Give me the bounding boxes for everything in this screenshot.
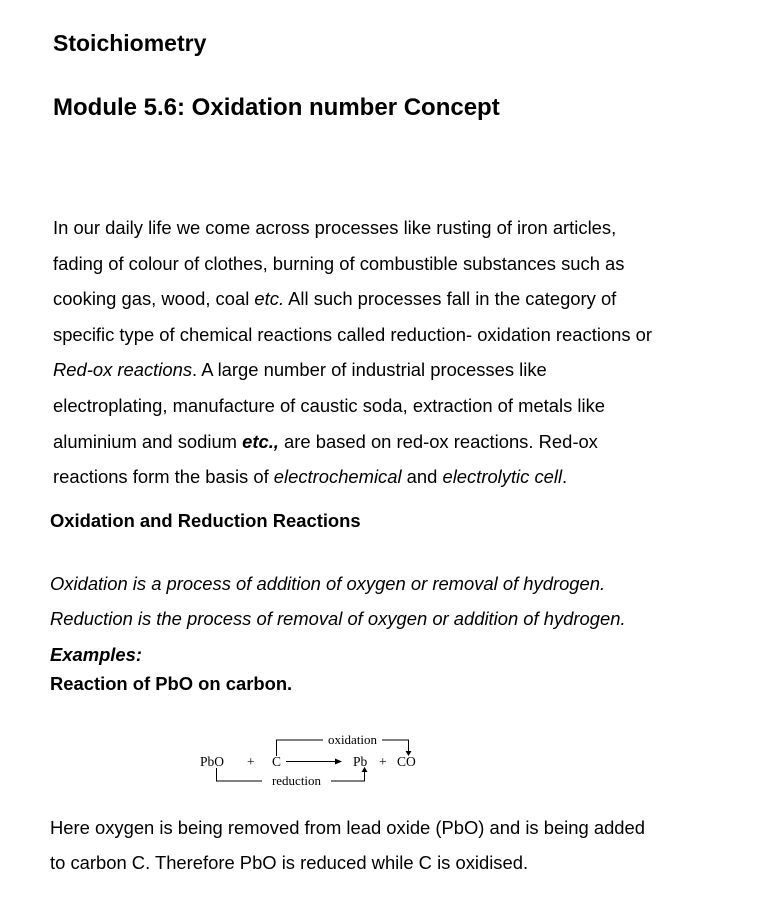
reduction-label: reduction (271, 773, 322, 788)
intro-text: All such processes fall in the category of (284, 288, 617, 310)
plus-sign: + (379, 754, 387, 769)
intro-emphasis: etc., (242, 430, 279, 452)
intro-text: and (401, 466, 443, 488)
intro-emphasis: electrochemical (273, 466, 402, 488)
conclusion-line-2: to carbon C. Therefore PbO is reduced while C is oxidised. (50, 852, 529, 874)
conclusion-line-1: Here oxygen is being removed from lead oxide (PbO) and is being added (50, 817, 645, 838)
intro-text: . (562, 466, 568, 488)
oxidation-label: oxidation (327, 732, 378, 747)
examples-label (50, 637, 626, 672)
intro-text: aluminium and sodium (53, 430, 243, 452)
intro-text: cooking gas, wood, coal (53, 288, 255, 310)
intro-text: . A large number of industrial processes like (192, 359, 547, 381)
section-heading: Oxidation and Reduction Reactions (50, 510, 361, 531)
reactant-pbo: PbO (200, 754, 225, 769)
intro-line-7 (53, 424, 743, 460)
reduction-bracket-right (331, 771, 365, 781)
intro-text: reactions form the basis of (53, 466, 274, 488)
reduction-definition: Reduction is the process of removal of oxygen or addition of hydrogen. (50, 608, 626, 630)
oxidation-bracket-right (382, 740, 409, 753)
reactant-c: C (272, 754, 282, 769)
page-title: Stoichiometry (53, 30, 207, 56)
oxidation-definition: Oxidation is a process of addition of oxygen or removal of hydrogen. (50, 573, 606, 594)
intro-line-2: fading of colour of clothes, burning of combustible substances such as (53, 252, 625, 274)
intro-text: are based on red-ox reactions. Red-ox (278, 430, 598, 452)
intro-line-6: electroplating, manufacture of caustic soda, extraction of metals like (53, 394, 605, 416)
plus-sign: + (247, 754, 255, 769)
reaction-arrowhead (335, 759, 342, 765)
intro-line-8 (53, 459, 743, 495)
intro-line-3 (53, 281, 743, 317)
conclusion-paragraph (50, 810, 645, 881)
product-pb: Pb (353, 754, 368, 769)
intro-line-5 (53, 352, 743, 388)
intro-line-1: In our daily life we come across processes like rusting of iron articles, (53, 217, 617, 238)
product-co: CO (397, 754, 416, 769)
definitions-block (50, 566, 626, 672)
intro-emphasis: electrolytic cell (442, 466, 563, 488)
module-title: Module 5.6: Oxidation number Concept (53, 94, 500, 121)
oxidation-bracket (277, 740, 324, 756)
reduction-bracket (217, 768, 263, 781)
redox-equation-diagram (196, 726, 426, 792)
reaction-heading: Reaction of PbO on carbon. (50, 673, 293, 694)
intro-emphasis: etc. (254, 288, 285, 310)
intro-emphasis: Red-ox reactions (53, 359, 193, 381)
intro-line-4: specific type of chemical reactions called reduction- oxidation reactions or (53, 323, 653, 345)
intro-paragraph (53, 210, 743, 495)
examples-label-text: Examples: (50, 643, 142, 665)
